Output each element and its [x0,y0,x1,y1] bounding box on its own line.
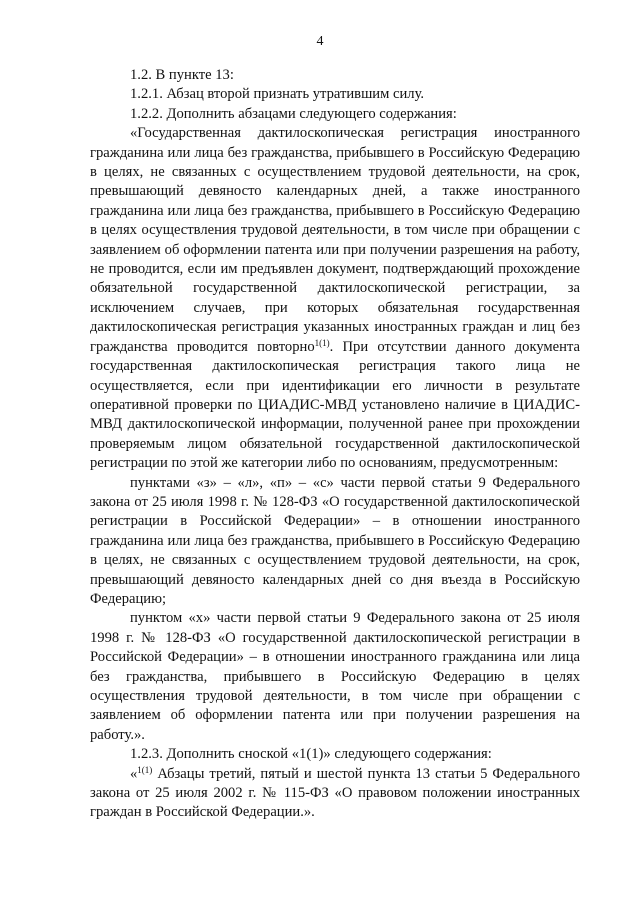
paragraph-1-2: 1.2. В пункте 13: [130,67,234,83]
document-body [90,66,580,823]
paragraph-quoted-main [90,124,580,473]
paragraph-punkty-z-l: пунктами «з» – «л», «п» – «с» части первой статьи 9 Федерального закона от 25 июля 1998 г. № 128-ФЗ «О государственной дактилоскопической регистрации в Российской Федерации» – в отношении иностранного гражданина или лица без гражданства, прибывшего в Российскую Федерацию в целях, не связанных с осуществлением трудовой деятельности, на срок, превышающий девяносто календарных дней со дня въезда в Российскую Федерацию; [90,474,580,607]
quoted-main-text-continued: . При отсутствии данного документа государственная дактилоскопическая регистрация такого лица не осуществляется, если при идентификации его личности в результате оперативной проверки по ЦИАДИС-МВД установлено наличие в ЦИАДИС-МВД дактилоскопической информации, полученной ранее при прохождении проверяемым лицом обязательной государственной дактилоскопической регистрации по этой же категории либо по основаниям, предусмотренным: [90,338,580,472]
page-number: 4 [316,34,324,49]
footnote-marker: 1(1) [314,337,330,348]
paragraph-1-2-2: 1.2.2. Дополнить абзацами следующего содержания: [130,105,457,122]
paragraph-punkt-kh: пунктом «х» части первой статьи 9 Федерального закона от 25 июля 1998 г. № 128-ФЗ «О государственной дактилоскопической регистрации в Российской Федерации» – в отношении иностранного гражданина или лица без гражданства, прибывшего в Российскую Федерацию в целях осуществления трудовой деятельности, в том числе при обращении с заявлением об оформлении патента или при получении разрешения на работу.». [90,610,580,743]
paragraph-1-2-3: 1.2.3. Дополнить сноской «1(1)» следующего содержания: [130,746,492,763]
paragraph-footnote-text [90,765,580,823]
paragraph-1-2-1: 1.2.1. Абзац второй признать утратившим силу. [130,86,425,103]
footnote-marker-2: 1(1) [137,764,153,775]
quoted-main-text: «Государственная дактилоскопическая регистрация иностранного гражданина или лица без гражданства, прибывшего в Российскую Федерацию в целях, не связанных с осуществлением трудовой деятельности, на срок, превышающий девяносто календарных дней, а также иностранного гражданина или лица без гражданства, прибывшего в Российскую Федерацию в целях осуществления трудовой деятельности, в том числе при обращении с заявлением об оформлении патента или при получении разрешения на работу, не проводится, если им предъявлен документ, подтверждающий прохождение обязательной государственной дактилоскопической регистрации, за исключением случаев, при которых обязательная государственная дактилоскопическая регистрация указанных иностранных граждан и лиц без гражданства проводится повторно [90,125,580,355]
footnote-open-quote: « [130,765,138,782]
footnote-content: Абзацы третий, пятый и шестой пункта 13 статьи 5 Федерального закона от 25 июля 2002 г. № 115-ФЗ «О правовом положении иностранных граждан в Российской Федерации.». [90,765,580,821]
